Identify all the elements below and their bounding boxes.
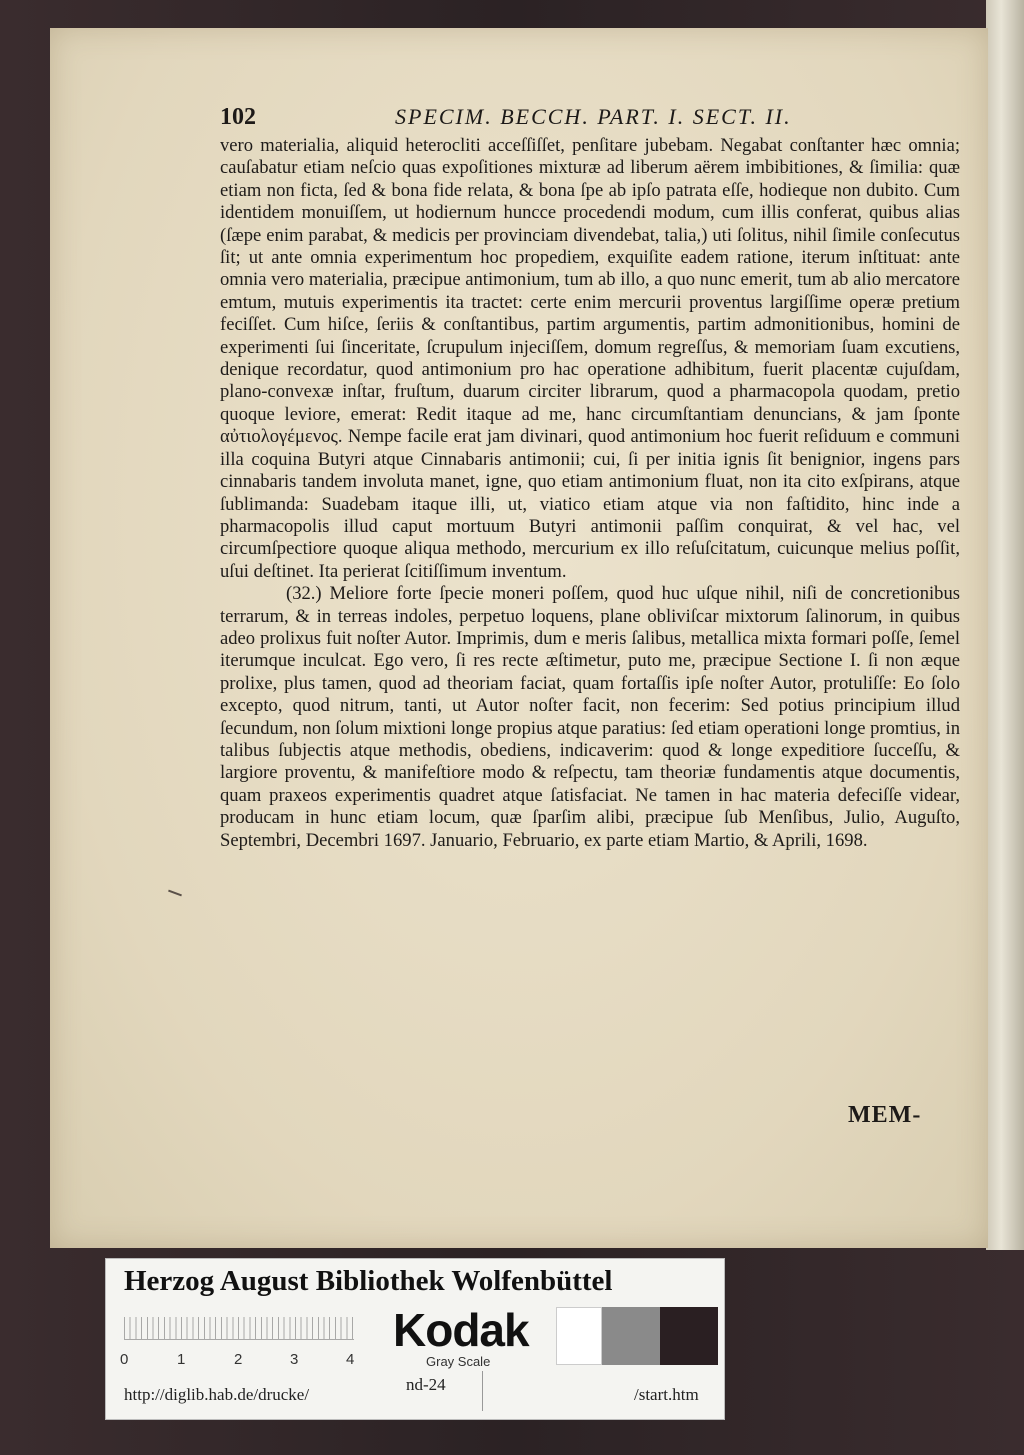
ruler-number: 4 [346,1351,355,1368]
ruler-number: 0 [120,1351,129,1368]
white-swatch [556,1307,602,1365]
paragraph-1: vero materialia, aliquid heterocliti acceſſiſſet, penſitare jubebam. Negabat conſtanter hæc omnia; cauſabatur etiam neſcio quas expoſitiones mixturæ ad liberum aërem imbibitiones, & ſimilia: quæ etiam non ficta, ſed & bona fide relata, & bona ſpe ab ipſo patrata eſſe, hodieque non dubito. Cum identidem monuiſſem, ut hodiernum huncce procedendi modum, cum illis conferat, quibus alias (ſæpe enim parabat, & medicis per provinciam divendebat, talia,) uti ſolitus, nihil ſimile conſecutus ſit; ut ante omnia experimentum hoc propediem, exquiſite eadem ratione, iterum inſtituat: ante omnia vero materialia, præcipue antimonium, tum ab illo, a quo nunc emerit, tum ab alio mercatore emtum, mutuis experimentis ita tractet: certe enim mercurii proventus largiſſime operæ pretium feciſſet. Cum hiſce, ſeriis & conſtantibus, partim argumentis, partim admonitionibus, homini de experimenti ſui ſinceritate, ſcrupulum injeciſſem, domum regreſſus, & memoriam ſuam excutiens, denique recordatur, quod antimonium pro hac operatione adhibitum, fuerit placentæ cujuſdam, plano-convexæ inſtar, fruſtum, duarum circiter librarum, quod a pharmacopola quodam, pretio quoque leviore, emerat: Redit itaque ad me, hanc circumſtantiam denuncians, & jam ſponte αὐτιολογέμενος. Nempe facile erat jam divinari, quod antimonium hoc fuerit reſiduum e communi illa coquina Butyri atque Cinnabaris antimonii; cui, ſi per initia ignis ſit benignior, ingens pars cinnabaris tandem involuta manet, igne, quo etiam antimonium fluat, non ita cito exſpirans, atque ſublimanda: Suadebam itaque illi, ut, viatico etiam atque via non faſtidito, hinc inde a pharmacopolis illud caput mortuum Butyri antimonii paſſim conquirat, & vel hac, vel circumſpectiore quoque aliqua methodo, mercurium ex illo reſuſcitatum, cuicunque melius poſſit, uſui deſtinet. Ita perierat ſcitiſſimum inventum. [220,135,960,582]
ruler-number: 1 [177,1351,186,1368]
divider [482,1371,483,1411]
gray-swatches [556,1307,718,1365]
url-base: http://diglib.hab.de/drucke/ [124,1385,310,1404]
adjacent-page-edge [986,0,1024,1250]
ruler-number: 3 [290,1351,299,1368]
catchword: MEM- [848,1102,922,1128]
library-color-card [105,1258,725,1420]
library-name: Herzog August Bibliothek Wolfenbüttel [124,1265,613,1297]
ruler-numbers [120,1351,360,1371]
gray-scale-label: Gray Scale [426,1354,491,1369]
kodak-logo: Kodak [393,1304,529,1356]
running-title: SPECIM. BECCH. PART. I. SECT. II. [395,104,792,129]
ruler-number: 2 [234,1351,243,1368]
body-text [220,135,960,852]
gray-swatch [602,1307,660,1365]
paragraph-2: (32.) Meliore forte ſpecie moneri poſſem, quod huc uſque nihil, niſi de concretionibus terrarum, & in terreas indoles, perpetuo loquens, plane obliviſcar mixtorum ſalinorum, in quibus adeo prolixus fuit noſter Autor. Imprimis, dum e meris ſalibus, metallica mixta formari poſſe, ſemel iterumque inculcat. Ego vero, ſi res recte æſtimetur, puto me, præcipue Sectione I. ſi non æque prolixe, plus tamen, quod ad theoriam faciat, quam fortaſſis ipſe noſter Autor, protuliſſe: Eo ſolo excepto, quod nitrum, tanti, ut Autor noſter facit, non fecerim: Sed potius principium illud ſecundum, non ſolum mixtioni longe propius atque paratius: ſed etiam operationi longe promtius, in talibus ſubjectis atque methodis, obediens, indicaverim: quod & longe expeditiore ſucceſſu, & largiore proventu, & manifeſtiore modo & reſpectu, tam theoriæ fundamentis atque documentis, quam praxeos experimentis quadret atque ſatisfaciat. Ne tamen in hac materia defeciſſe videar, producam in hunc etiam locum, quæ ſparſim alibi, præcipue ſub Menſibus, Julio, Auguſto, Septembri, Decembri 1697. Januario, Februario, ex parte etiam Martio, & Aprili, 1698. [220,583,961,851]
black-swatch [660,1307,718,1365]
page-number: 102 [220,104,256,130]
url-row [106,1375,724,1415]
running-head [220,104,940,130]
shelfmark: nd-24 [406,1375,446,1394]
cm-ruler [124,1317,354,1340]
url-end: /start.htm [634,1385,699,1404]
